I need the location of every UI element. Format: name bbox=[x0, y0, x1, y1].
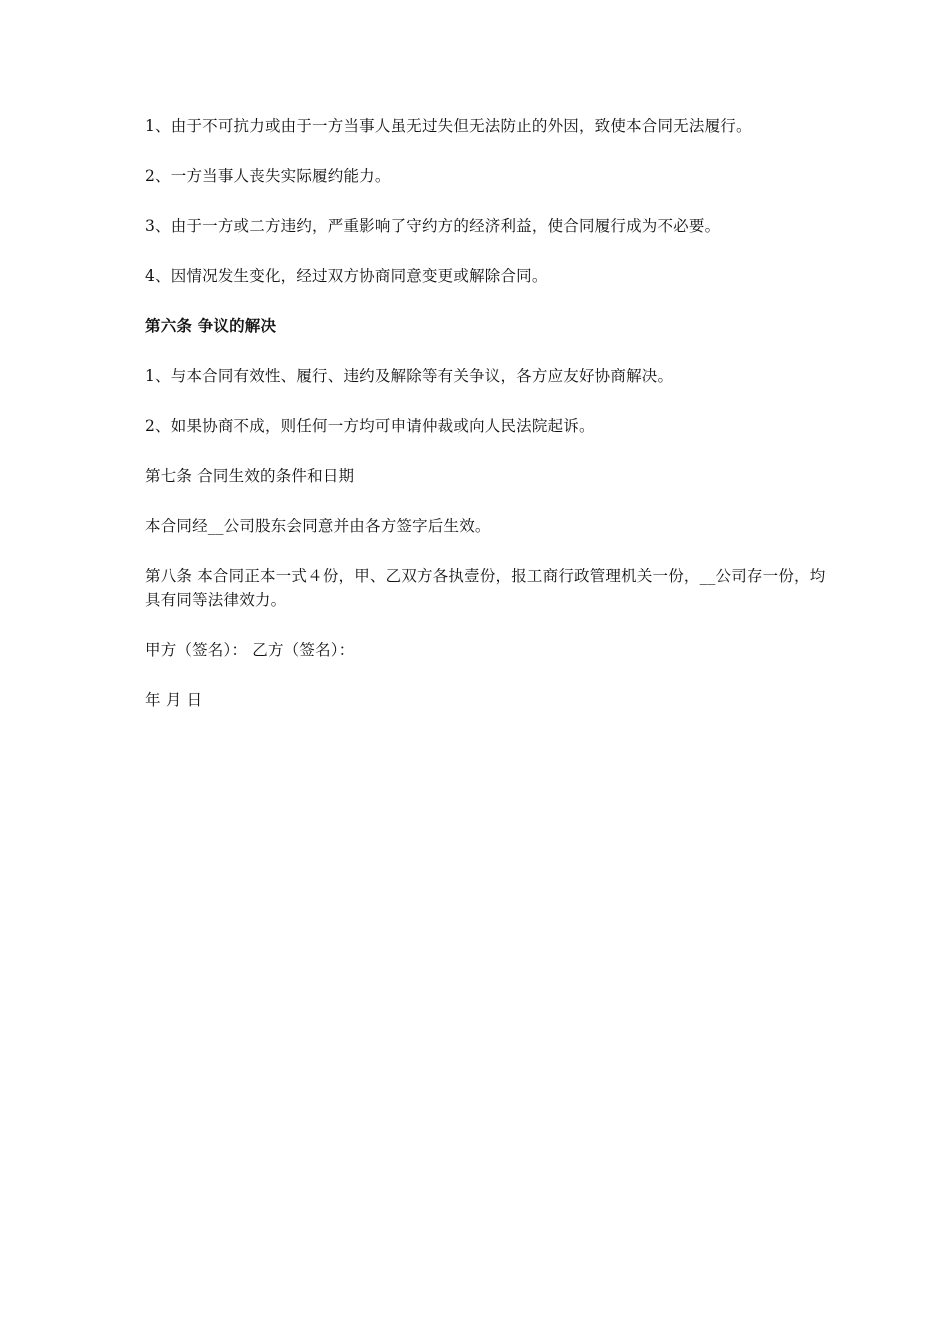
dispute-item-1: 1、与本合同有效性、履行、违约及解除等有关争议，各方应友好协商解决。 bbox=[145, 367, 674, 385]
article-seven-heading: 第七条 合同生效的条件和日期 bbox=[145, 467, 355, 485]
document-body bbox=[145, 114, 835, 738]
clause-termination-item-3: 3、由于一方或二方违约，严重影响了守约方的经济利益，使合同履行成为不必要。 bbox=[145, 217, 721, 235]
clause-termination-item-1: 1、由于不可抗力或由于一方当事人虽无过失但无法防止的外因，致使本合同无法履行。 bbox=[145, 117, 752, 135]
dispute-item-2: 2、如果协商不成，则任何一方均可申请仲裁或向人民法院起诉。 bbox=[145, 417, 595, 435]
clause-termination-item-4: 4、因情况发生变化，经过双方协商同意变更或解除合同。 bbox=[145, 267, 548, 285]
date-line: 年 月 日 bbox=[145, 691, 203, 709]
clause-termination-item-2: 2、一方当事人丧失实际履约能力。 bbox=[145, 167, 391, 185]
signature-line: 甲方（签名）： 乙方（签名）： bbox=[145, 641, 355, 659]
article-eight-clause: 第八条 本合同正本一式４份，甲、乙双方各执壹份，报工商行政管理机关一份，__公司存一份，均具有同等法律效力。 bbox=[145, 567, 826, 609]
article-six-heading: 第六条 争议的解决 bbox=[145, 316, 277, 335]
effectiveness-clause: 本合同经__公司股东会同意并由各方签字后生效。 bbox=[145, 517, 491, 535]
